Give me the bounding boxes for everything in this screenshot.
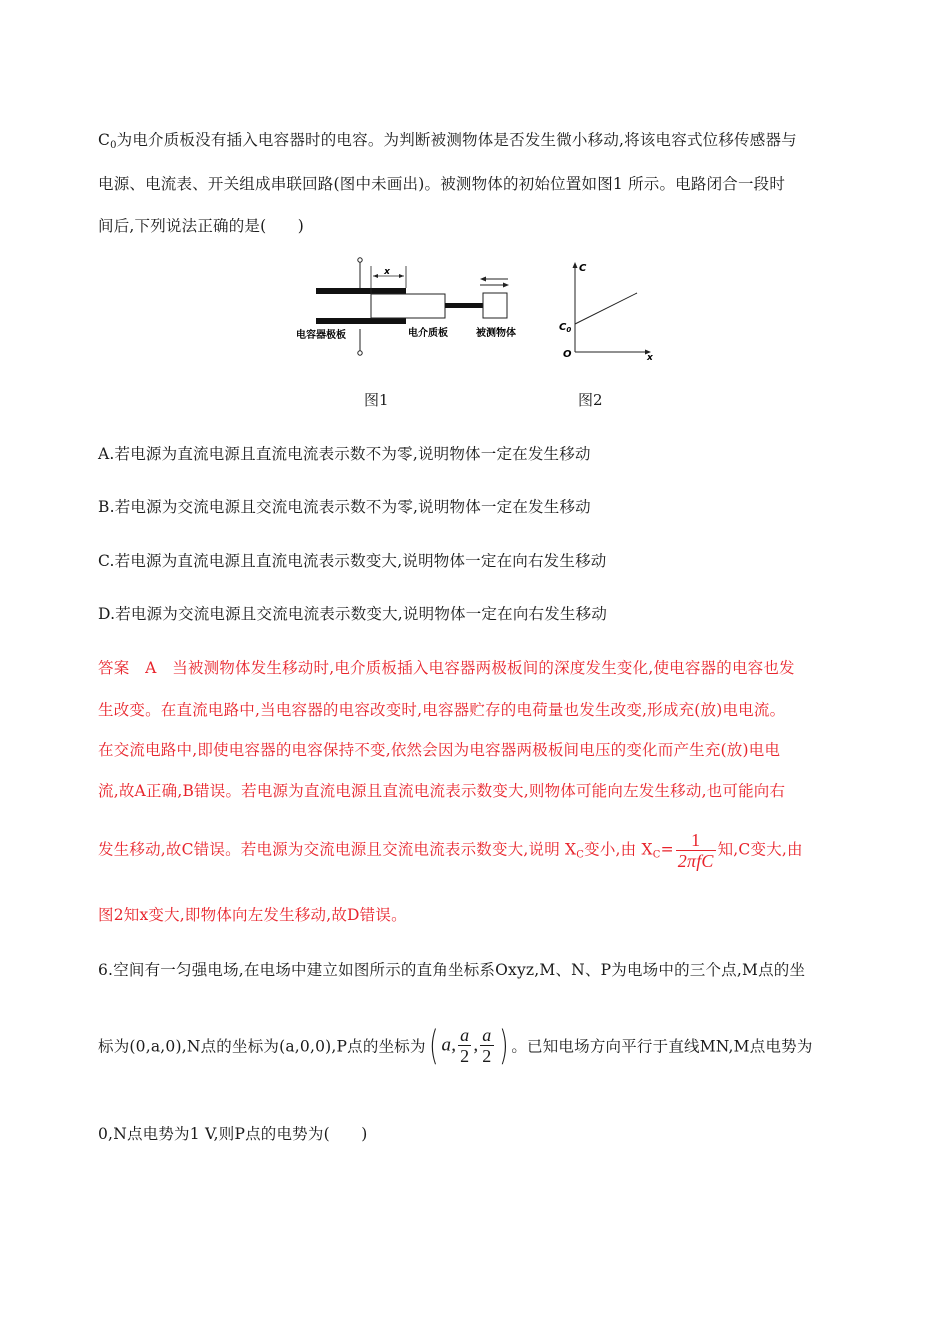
terminal-top <box>358 258 362 262</box>
left-paren: ( <box>428 1022 439 1069</box>
label-dielectric-plate: 电介质板 <box>408 328 448 339</box>
answer-line-5 <box>98 830 803 871</box>
q6-text-2a: 标为(0,a,0),N点的坐标为(a,0,0),P点的坐标为 <box>98 1037 426 1056</box>
c0-subscript: 0 <box>110 140 117 151</box>
p-coord-frac-2 <box>480 1025 493 1066</box>
dim-arrowhead-left <box>373 274 378 278</box>
label-x-axis: x <box>647 353 653 363</box>
frac2-numerator: a <box>482 1025 492 1045</box>
c0-symbol: C <box>98 131 111 149</box>
answer-text-5b: 变小,由 X <box>584 840 653 859</box>
option-b: B.若电源为交流电源且交流电流表示数不为零,说明物体一定在发生移动 <box>98 498 591 516</box>
answer-line-4: 流,故A正确,B错误。若电源为直流电源且直流电流表示数变大,则物体可能向左发生移动,也可能向右 <box>98 782 786 800</box>
intro-line-3: 间后,下列说法正确的是( ) <box>98 217 305 235</box>
frac2-denominator: 2 <box>482 1046 492 1066</box>
label-x: x <box>384 267 390 277</box>
dim-arrowhead-right <box>399 274 404 278</box>
answer-line-6: 图2知x变大,即物体向左发生移动,故D错误。 <box>98 906 407 924</box>
figure-1-caption: 图1 <box>364 391 389 409</box>
frac1-numerator: a <box>460 1025 470 1045</box>
label-capacitor-plate: 电容器极板 <box>296 330 346 341</box>
arrow-left-head <box>480 277 486 282</box>
intro-text-1: 为电介质板没有插入电容器时的电容。为判断被测物体是否发生微小移动,将该电容式位移传感器与 <box>116 131 797 149</box>
answer-line-2: 生改变。在直流电路中,当电容器的电容改变时,电容器贮存的电荷量也发生改变,形成充(放)电电流。 <box>98 701 786 719</box>
figure-1-diagram <box>290 256 530 366</box>
c-axis-arrowhead <box>573 262 578 268</box>
comma-2: , <box>473 1034 479 1056</box>
q6-line-3: 0,N点电势为1 V,则P点的电势为( ) <box>98 1125 368 1143</box>
option-c: C.若电源为直流电源且直流电流表示数变大,说明物体一定在向右发生移动 <box>98 552 607 570</box>
frac1-denominator: 2 <box>460 1046 470 1066</box>
capacitor-plate-top <box>316 288 406 294</box>
measured-object <box>483 293 507 318</box>
intro-line-1 <box>98 128 797 151</box>
capacitor-plate-bottom <box>316 318 406 324</box>
connecting-rod <box>445 303 483 308</box>
terminal-bottom <box>358 351 362 355</box>
fraction-denominator: 2πfC <box>677 851 714 871</box>
fraction-numerator: 1 <box>691 830 701 850</box>
comma-1: , <box>451 1034 457 1056</box>
p-coord-a: a <box>441 1034 452 1056</box>
right-paren: ) <box>498 1022 509 1069</box>
equals-sign: = <box>660 840 674 859</box>
intro-line-2: 电源、电流表、开关组成串联回路(图中未画出)。被测物体的初始位置如图1 所示。电路闭合一段时 <box>98 175 786 193</box>
capacitive-reactance-fraction <box>676 830 716 871</box>
dielectric-plate <box>371 294 445 318</box>
answer-line-1: 答案 A 当被测物体发生移动时,电介质板插入电容器两极板间的深度发生变化,使电容器的电容也发 <box>98 659 795 677</box>
figure-2-graph <box>555 256 660 366</box>
label-origin: O <box>563 349 572 360</box>
q6-text-2b: 。已知电场方向平行于直线MN,M点电势为 <box>511 1037 813 1056</box>
q6-line-1: 6.空间有一匀强电场,在电场中建立如图所示的直角坐标系Oxyz,M、N、P为电场中的三个点,M点的坐 <box>98 961 806 979</box>
c-x-line <box>575 293 637 324</box>
figure-2-caption: 图2 <box>578 391 603 409</box>
label-c0: $C_0$ <box>559 322 572 334</box>
answer-text-5a: 发生移动,故C错误。若电源为交流电源且交流电流表示数变大,说明 X <box>98 840 577 859</box>
xc-subscript-1: C <box>576 849 585 861</box>
label-c: C <box>579 263 587 274</box>
arrow-right-head <box>503 283 509 288</box>
answer-text-5c: 知,C变大,由 <box>717 840 803 859</box>
p-coord-frac-1 <box>458 1025 471 1066</box>
option-d: D.若电源为交流电源且交流电流表示数变大,说明物体一定在向右发生移动 <box>98 605 608 623</box>
answer-line-3: 在交流电路中,即使电容器的电容保持不变,依然会因为电容器两极板间电压的变化而产生充(放)电电 <box>98 741 781 759</box>
q6-line-2 <box>98 1022 813 1069</box>
option-a: A.若电源为直流电源且直流电流表示数不为零,说明物体一定在发生移动 <box>98 445 591 463</box>
xc-subscript-2: C <box>652 849 661 861</box>
label-measured-object: 被测物体 <box>476 328 516 339</box>
